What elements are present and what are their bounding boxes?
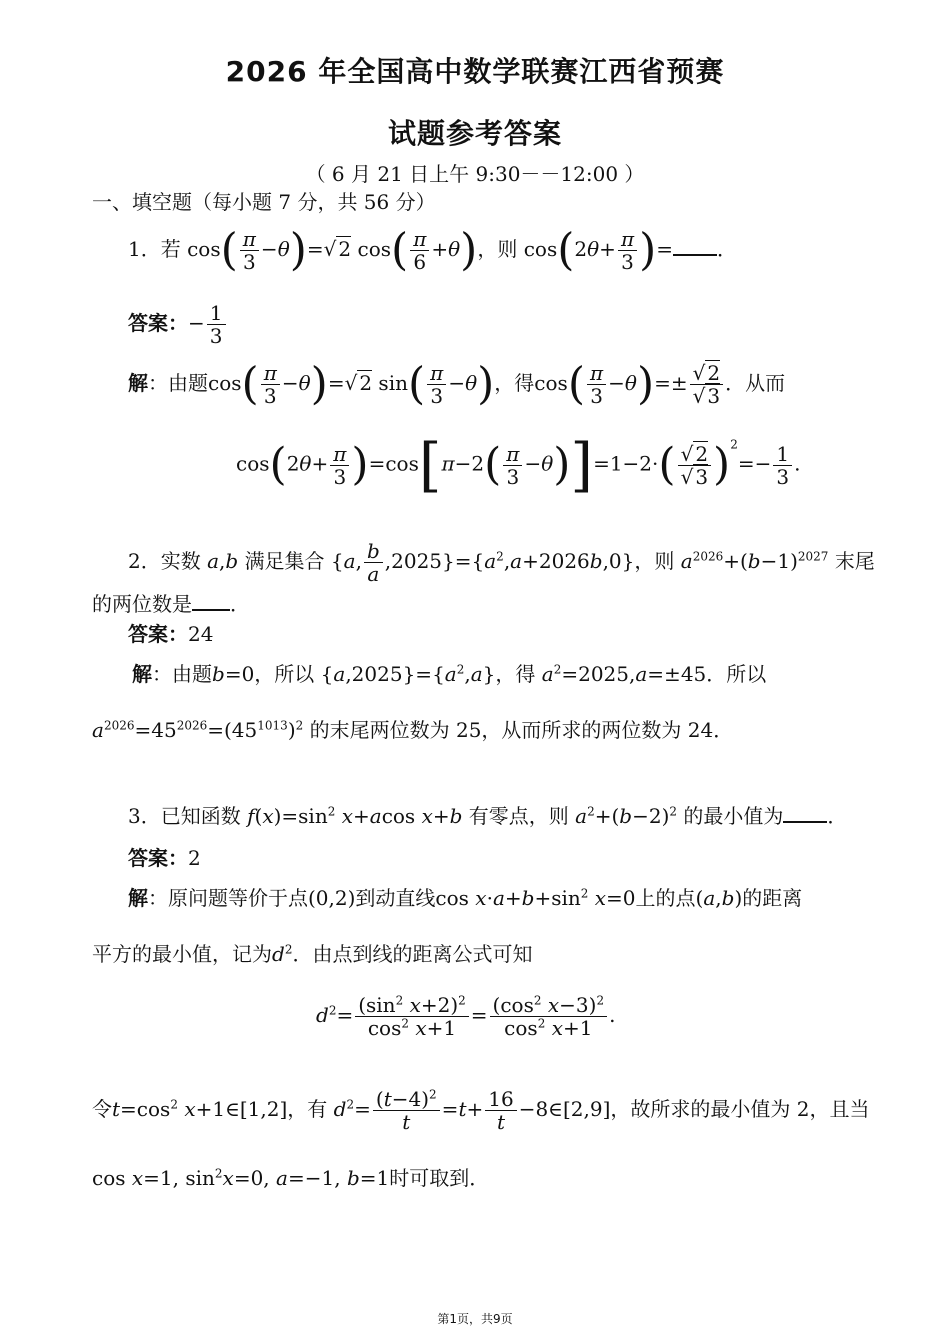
answer-label: 答案： (128, 622, 188, 646)
q3-solution-line5: cos x=1, $\sin^2x=0$, a=−1, b=1时可取到． (92, 1166, 490, 1190)
answer-value: 24 (188, 622, 214, 646)
exam-time: （ 6 月 21 日上午 9:30－－12:00 ） (305, 162, 645, 186)
answer-value: 2 (188, 846, 201, 870)
q3-solution-line1: 解：原问题等价于点(0,2)到动直线$\cos x\cdot a+b+\sin^2$ x=0上的点(a,b)的距离 (128, 886, 803, 910)
q3-solution-line4: 令$t=\cos^2$ x+1∈[1,2]，有 $d^2=$ $\frac{(t-4)^2}{t}$ =t+ $\frac{16}{t}$ −8∈[2,9]，故所求的最小值为 2，且当 (92, 1087, 870, 1134)
answer-label: 答案： (128, 846, 188, 870)
q1-solution-line2: cos(2θ+ $\frac{\pi}{3}$ )=cos[π−2( $\frac{\pi}{3}$ −θ)]=1−2·( $\frac{√ 2}{√ 3}$ )$^2$=− $\frac{1}{3}$ . (236, 431, 801, 499)
q1-statement: 1．若 cos( $\frac{\pi}{3}$ −θ)=√ 2 cos( $\frac{\pi}{6}$ +θ)，则 cos(2θ+ $\frac{\pi}{3}$ )= ． (128, 224, 738, 276)
q2-answer (128, 622, 213, 646)
q3-answer (128, 846, 201, 870)
answer-label: 答案： (128, 311, 188, 335)
q2-solution-line2: $a^{2026}=45^{2026}=(45^{1013})^2$ 的末尾两位数为 25，从而所求的两位数为 24． (92, 718, 734, 742)
q3-statement: 3．已知函数 $f(x)=\sin^2$ x+acos x+b 有零点，则 $a^2+(b-2)^2$ 的最小值为 ． (128, 804, 848, 828)
q3-distance-formula: $d^2=$ $\frac{(\sin^2 x+2)^2}{\cos^2 x+1}$ = $\frac{(\cos^2 x-3)^2}{\cos^2 x+1}$ . (316, 993, 616, 1040)
section-heading: 一、填空题（每小题 7 分，共 56 分） (92, 190, 436, 214)
q1-answer: 答案：− $\frac{1}{3}$ (128, 302, 228, 347)
solution-label: 解 (128, 371, 148, 395)
q3-solution-line2: 平方的最小值，记为$d^2$．由点到线的距离公式可知 (92, 942, 533, 966)
solution-label: 解 (128, 886, 148, 910)
page-subtitle: 试题参考答案 (387, 117, 562, 150)
q2-statement-line2: 的两位数是 ． (92, 592, 250, 616)
page-number: 第1页，共9页 (437, 1312, 513, 1326)
q2-solution-line1: 解：由题b=0，所以 $\{a,2025\}=\{a^2,a\}$，得 $a^2=2025,a=\pm 45$．所以 (132, 662, 767, 686)
solution-label: 解 (132, 662, 152, 686)
q1-solution-line1: 解：由题cos( $\frac{\pi}{3}$ −θ)=√ 2 sin( $\frac{\pi}{3}$ −θ)，得cos( $\frac{\pi}{3}$ −θ)=± $\frac{√ 2}{√ 3}$ ．从而 (128, 358, 786, 410)
page-title: 2026 年全国高中数学联赛江西省预赛 (225, 55, 725, 88)
q2-statement-line1: 2．实数 a,b 满足集合 {a, $\frac{b}{a}$ $,2025\}=\{a^2,a+2026b,0\}$，则 $a^{2026}+(b-1)^{2027}$ 末尾 (128, 539, 875, 586)
